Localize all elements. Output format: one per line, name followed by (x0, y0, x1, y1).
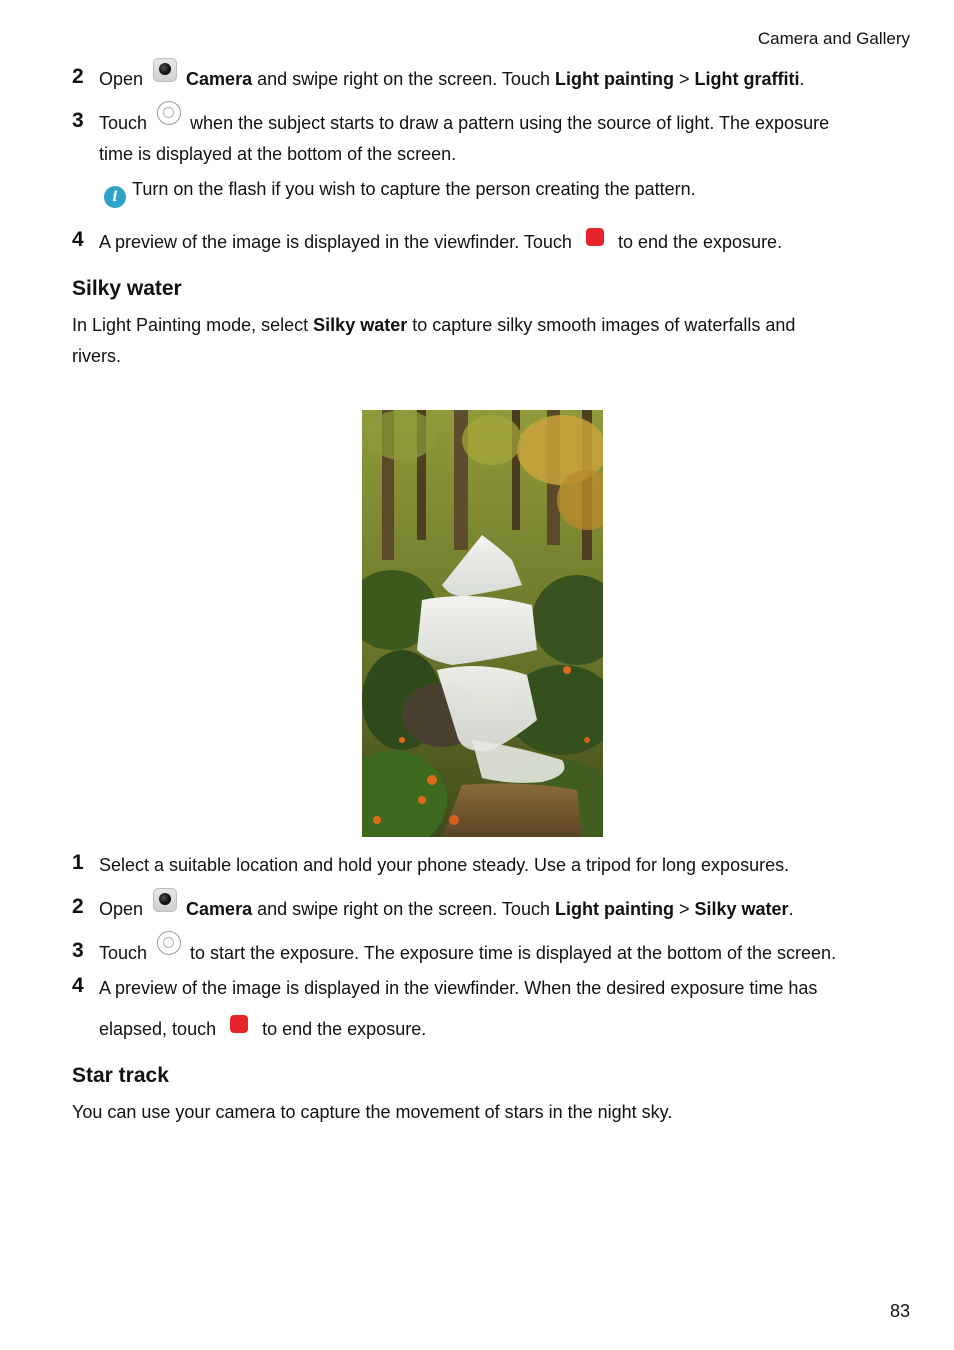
step-bold: Light painting (554, 899, 674, 919)
step-bold: Light painting (554, 69, 674, 89)
step-text: when the subject starts to draw a pattern using the source of light. The exposure (190, 113, 830, 133)
step-text: to end the exposure. (262, 1019, 427, 1039)
step-number: 4 (72, 228, 84, 251)
step-separator: > (678, 899, 690, 919)
silky-step-4 (72, 973, 902, 1045)
intro-text: rivers. (72, 346, 121, 366)
running-header: Camera and Gallery (757, 29, 910, 48)
step-end: . (799, 69, 805, 89)
step-number: 2 (72, 65, 84, 88)
step-end: . (788, 899, 794, 919)
step-4-stop (72, 227, 902, 258)
step-text: A preview of the image is displayed in the viewfinder. When the desired exposure time has (99, 978, 818, 998)
shutter-icon (157, 931, 181, 955)
step-2-open-camera (72, 64, 902, 95)
step-text: Touch (99, 943, 148, 963)
step-text: Open (99, 899, 144, 919)
note (104, 176, 696, 208)
camera-app-icon (153, 58, 177, 82)
stop-icon (230, 1015, 248, 1033)
intro-text: to capture silky smooth images of waterfalls and (412, 315, 796, 335)
waterfall-illustration (362, 410, 603, 837)
stop-icon (586, 228, 604, 246)
section-heading-silky-water: Silky water (72, 277, 182, 300)
step-bold: Camera (186, 69, 253, 89)
step-text: and swipe right on the screen. Touch (257, 899, 550, 919)
note-text: Turn on the flash if you wish to capture the person creating the pattern. (132, 179, 696, 199)
step-text: and swipe right on the screen. Touch (257, 69, 550, 89)
step-text: Open (99, 69, 144, 89)
step-3-touch-shutter (72, 108, 902, 170)
step-separator: > (678, 69, 690, 89)
step-bold: Silky water (694, 899, 789, 919)
step-text: A preview of the image is displayed in the viewfinder. Touch (99, 232, 572, 252)
star-track-text: You can use your camera to capture the movement of stars in the night sky. (72, 1102, 673, 1122)
silky-step-1 (72, 850, 902, 881)
intro-text: In Light Painting mode, select (72, 315, 309, 335)
waterfall-photo (362, 410, 603, 837)
step-text: time is displayed at the bottom of the screen. (99, 144, 457, 164)
step-text: Touch (99, 113, 148, 133)
section-heading-star-track: Star track (72, 1064, 169, 1087)
step-number: 2 (72, 895, 84, 918)
step-text: Select a suitable location and hold your phone steady. Use a tripod for long exposures. (99, 855, 790, 875)
step-number: 1 (72, 851, 84, 874)
step-number: 4 (72, 974, 84, 997)
silky-step-3 (72, 938, 902, 969)
info-icon: i (104, 186, 126, 208)
step-text: to end the exposure. (617, 232, 783, 252)
silky-water-intro (72, 310, 872, 372)
intro-bold: Silky water (313, 315, 408, 335)
silky-step-2 (72, 894, 902, 925)
step-bold: Light graffiti (694, 69, 800, 89)
page-number: 83 (889, 1301, 910, 1321)
step-text: elapsed, touch (99, 1019, 217, 1039)
step-number: 3 (72, 939, 84, 962)
shutter-icon (157, 101, 181, 125)
step-bold: Camera (186, 899, 253, 919)
step-text: to start the exposure. The exposure time is displayed at the bottom of the screen. (190, 943, 837, 963)
camera-app-icon (153, 888, 177, 912)
step-number: 3 (72, 109, 84, 132)
